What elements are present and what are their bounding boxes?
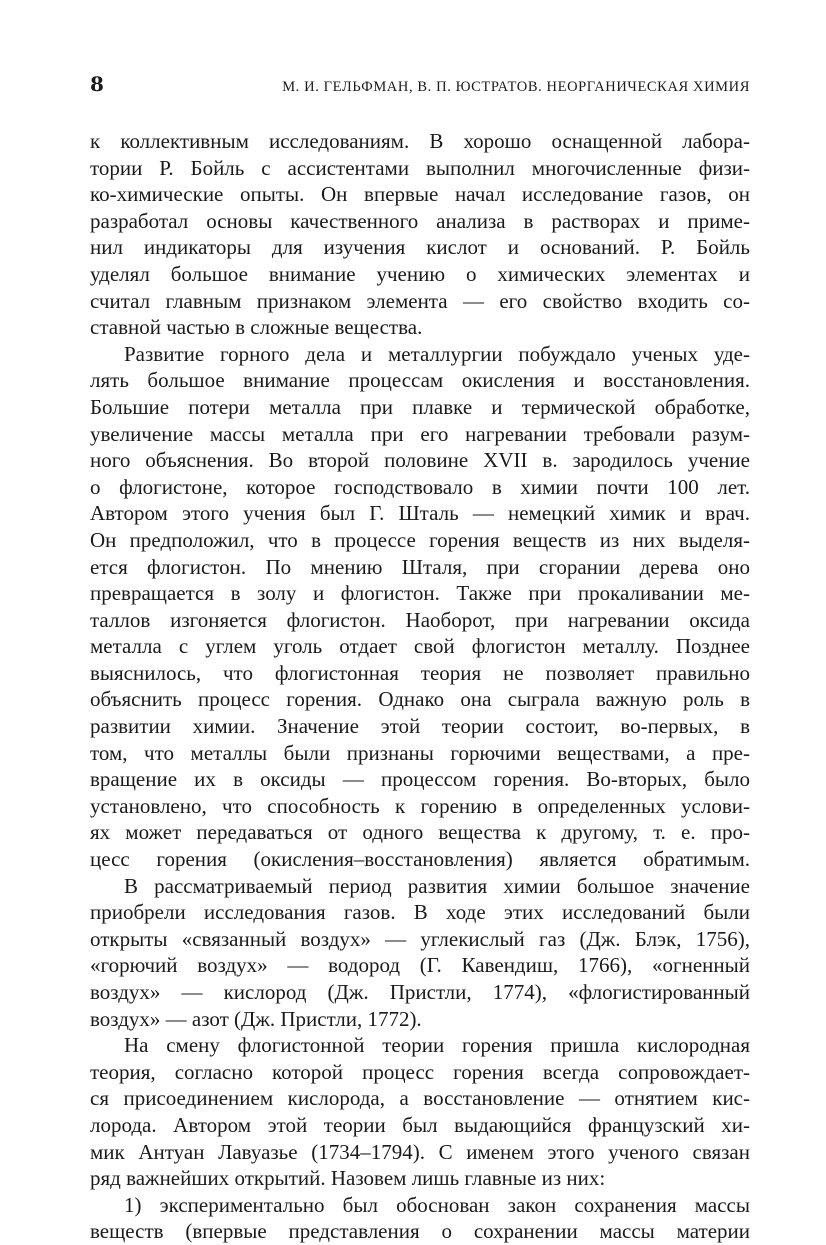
text-line: открыты «связанный воздух» — углекислый газ (Дж. Блэк, 1756), [90,926,750,951]
text-line: нил индикаторы для изучения кислот и оснований. Р. Бойль [90,235,750,260]
text-line: ется флогистон. По мнению Шталя, при сгорании дерева оно [90,554,750,579]
text-line: считал главным признаком элемента — его свойство входить со- [90,288,750,313]
text-line: уделял большое внимание учению о химических элементах и [90,261,750,286]
text-line: веществ (впервые представления о сохранении массы материи [90,1219,750,1244]
text-line: воздух» — кислород (Дж. Пристли, 1774), «флогистированный [90,980,750,1004]
text-line: цесс горения (окисления–восстановления) является обратимым. [90,847,750,872]
text-line: о флогистоне, которое господствовало в химии почти 100 лет. [90,474,750,499]
text-line: тории Р. Бойль с ассистентами выполнил многочисленные физи- [90,155,750,180]
text-line: Автором этого учения был Г. Шталь — немецкий химик и врач. [90,501,750,526]
text-line: ся присоединением кислорода, а восстановление — отнятием кис- [90,1086,750,1111]
text-line: таллов изгоняется флогистон. Наоборот, при нагревании оксида [90,607,750,632]
text-line: к коллективным исследованиям. В хорошо оснащенной лабора- [90,129,750,153]
text-line: ного объяснения. Во второй половине XVII в. зародилось учение [90,448,750,473]
text-line: Большие потери металла при плавке и термической обработке, [90,394,750,419]
body-text [90,128,750,1245]
text-line: Он предположил, что в процессе горения веществ из них выделя- [90,527,750,552]
text-line: лять большое внимание процессам окисления и восстановления. [90,368,750,393]
text-line: металла с углем уголь отдает свой флогистон металлу. Позднее [90,634,750,659]
text-line: ях может передаваться от одного вещества к другому, т. е. про- [90,820,750,845]
text-line: ко-химические опыты. Он впервые начал исследование газов, он [90,182,750,207]
text-line: выяснилось, что флогистонная теория не позволяет правильно [90,660,750,685]
text-line: вращение их в оксиды — процессом горения. Во-вторых, было [90,767,750,792]
text-line: 1) экспериментально был обоснован закон сохранения массы [124,1192,750,1217]
text-line: превращается в золу и флогистон. Также при прокаливании ме- [90,581,750,606]
page-number: 8 [90,72,104,96]
text-line: том, что металлы были признаны горючими веществами, а пре- [90,740,750,765]
text-line: лорода. Автором этой теории был выдающийся французский хи- [90,1112,750,1137]
text-line: Развитие горного дела и металлургии побуждало ученых уде- [124,341,750,366]
text-line: ряд важнейших открытий. Назовем лишь главные из них: [90,1166,606,1191]
text-line: увеличение массы металла при его нагревании требовали разум- [90,421,750,446]
text-line: В рассматриваемый период развития химии большое значение [124,873,750,898]
text-line: объяснить процесс горения. Однако она сыграла важную роль в [90,687,750,712]
text-line: развитии химии. Значение этой теории состоит, во-первых, в [90,714,750,739]
text-line: «горючий воздух» — водород (Г. Кавендиш, 1766), «огненный [90,953,750,978]
text-line: На смену флогистонной теории горения пришла кислородная [124,1033,750,1058]
text-line: приобрели исследования газов. В ходе этих исследований были [90,900,750,925]
text-line: мик Антуан Лавуазье (1734–1794). С именем этого ученого связан [90,1139,750,1164]
text-line: ставной частью в сложные вещества. [90,315,423,340]
text-line: установлено, что способность к горению в определенных услови- [90,793,750,818]
text-line: теория, согласно которой процесс горения всегда сопровождает- [90,1059,750,1084]
running-title: М. И. ГЕЛЬФМАН, В. П. ЮСТРАТОВ. НЕОРГАНИЧЕСКАЯ ХИМИЯ [282,79,750,95]
page-header [90,72,750,98]
text-line: разработал основы качественного анализа в растворах и приме- [90,208,750,233]
text-line: воздух» — азот (Дж. Пристли, 1772). [90,1006,422,1031]
